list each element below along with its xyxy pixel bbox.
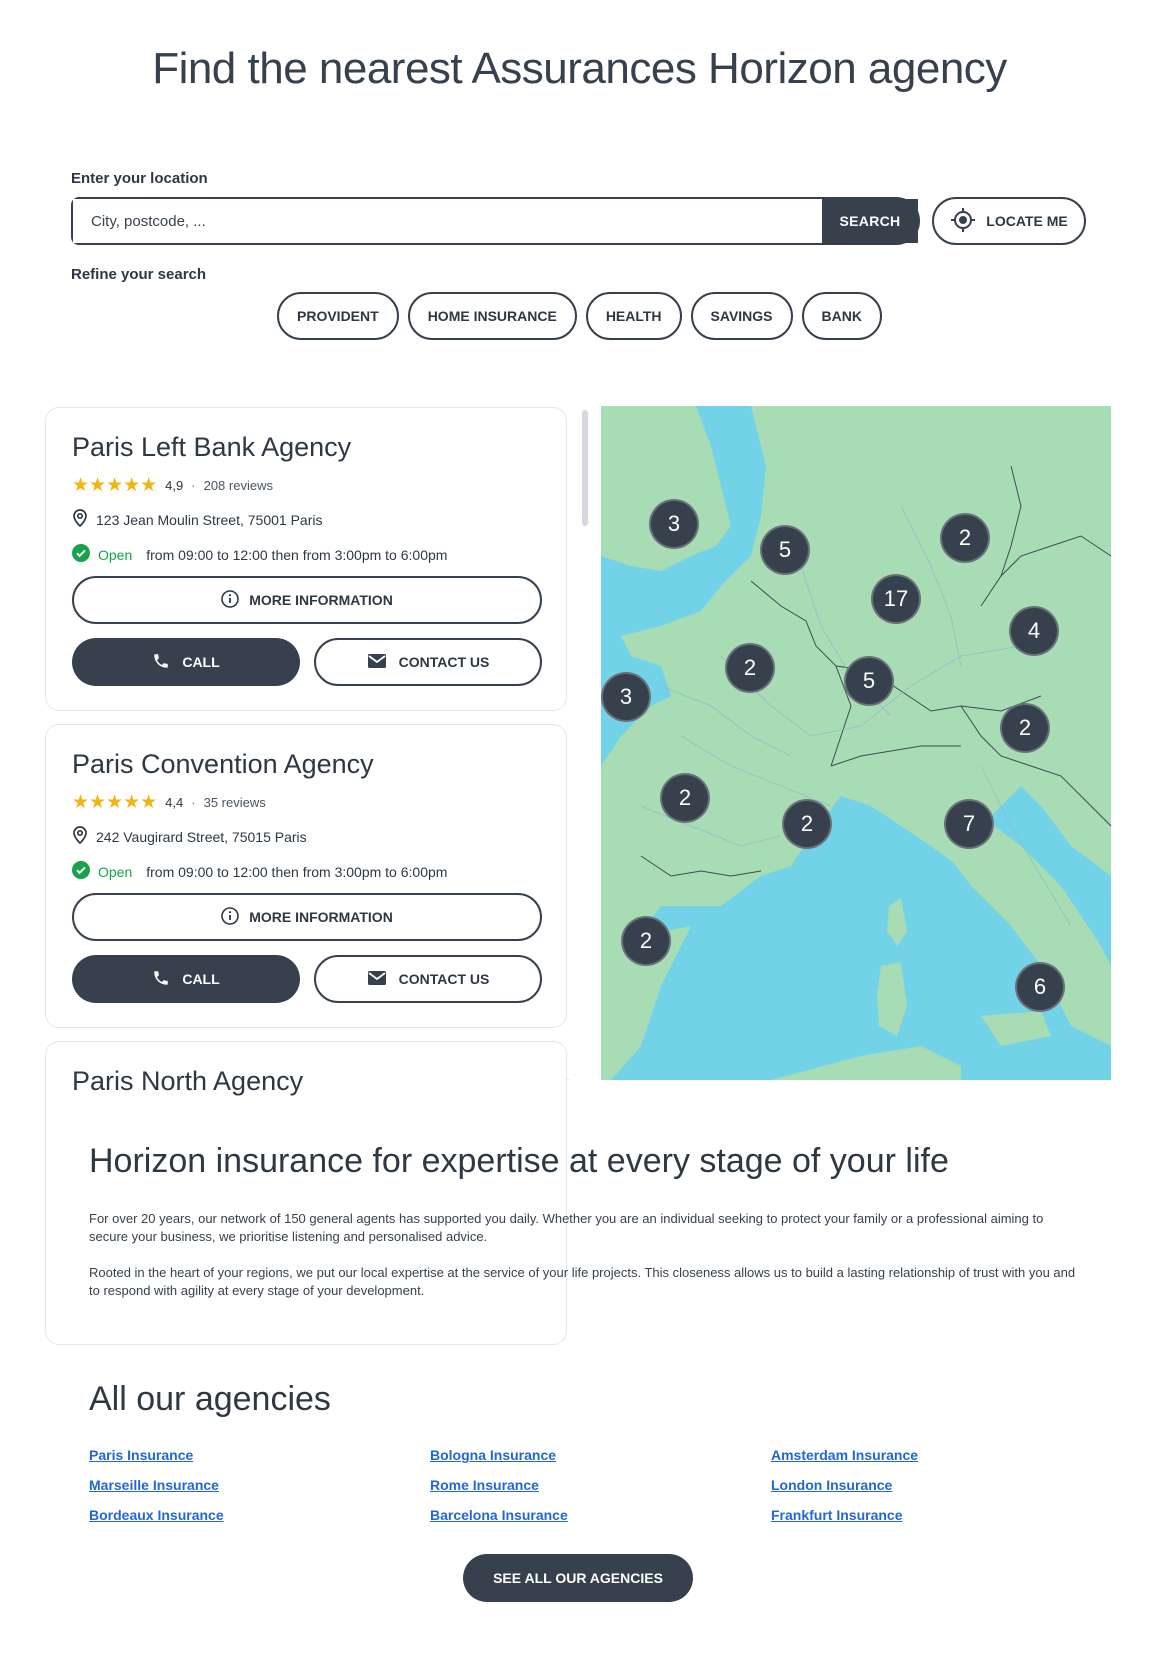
check-circle-icon (72, 544, 90, 565)
about-paragraph: For over 20 years, our network of 150 general agents has supported you daily. Whether you are an individual seeking to protect your family or a professional aiming to secure your business, we prioritise listening and personalised advice. (89, 1211, 1044, 1244)
agency-link[interactable]: Paris Insurance (89, 1447, 194, 1463)
location-pin-icon (72, 509, 88, 530)
more-information-label: MORE INFORMATION (249, 909, 393, 925)
more-information-label: MORE INFORMATION (249, 592, 393, 608)
map-cluster-marker[interactable]: 2 (660, 773, 710, 823)
locate-me-label: LOCATE ME (986, 213, 1068, 229)
address-row (72, 509, 322, 530)
all-agencies-title: All our agencies (89, 1380, 331, 1418)
agency-link[interactable]: Bordeaux Insurance (89, 1507, 224, 1523)
agency-address: 242 Vaugirard Street, 75015 Paris (96, 828, 307, 845)
agency-link[interactable]: Bologna Insurance (430, 1447, 557, 1463)
list-scrollbar[interactable] (582, 410, 588, 526)
phone-icon (152, 969, 170, 990)
page-title: Find the nearest Assurances Horizon agency (152, 44, 1007, 93)
more-information-button[interactable] (72, 576, 542, 624)
see-all-agencies-button[interactable]: SEE ALL OUR AGENCIES (463, 1554, 693, 1602)
rating-row (72, 793, 266, 812)
chip-home-insurance[interactable]: HOME INSURANCE (408, 292, 577, 340)
locate-me-button[interactable] (932, 197, 1086, 245)
chip-provident[interactable]: PROVIDENT (277, 292, 399, 340)
agency-link[interactable]: Marseille Insurance (89, 1477, 219, 1493)
contact-us-button[interactable] (314, 638, 542, 686)
agency-link[interactable]: Barcelona Insurance (430, 1507, 568, 1523)
map-cluster-marker[interactable]: 2 (725, 643, 775, 693)
hours-row (72, 544, 447, 565)
call-button[interactable] (72, 955, 300, 1003)
rating-row (72, 476, 273, 495)
location-pin-icon (72, 826, 88, 847)
agency-map[interactable] (601, 406, 1111, 1080)
opening-hours: from 09:00 to 12:00 then from 3:00pm to 6:00pm (146, 546, 448, 563)
agency-link[interactable]: Rome Insurance (430, 1477, 539, 1493)
address-row (72, 826, 307, 847)
call-label: CALL (182, 654, 220, 670)
envelope-icon (367, 653, 387, 672)
phone-icon (152, 652, 170, 673)
map-cluster-marker[interactable]: 2 (782, 799, 832, 849)
about-paragraph: Rooted in the heart of your regions, we put our local expertise at the service of your life projects. This closeness allows us to build a lasting relationship of trust with you and to respond with agility at every stage of your development. (89, 1265, 1076, 1298)
agency-card (45, 407, 567, 711)
map-cluster-marker[interactable]: 6 (1015, 962, 1065, 1012)
search-bar (71, 197, 920, 245)
contact-us-button[interactable] (314, 955, 542, 1003)
map-cluster-marker[interactable]: 2 (1000, 703, 1050, 753)
opening-hours: from 09:00 to 12:00 then from 3:00pm to 6:00pm (146, 863, 448, 880)
agency-link[interactable]: Amsterdam Insurance (771, 1447, 919, 1463)
agency-links (89, 1447, 1089, 1523)
map-cluster-marker[interactable]: 7 (944, 799, 994, 849)
agency-list[interactable] (44, 406, 569, 1096)
refine-label: Refine your search (71, 266, 207, 283)
agency-link[interactable]: London Insurance (771, 1477, 893, 1493)
search-button[interactable]: SEARCH (822, 199, 918, 243)
agency-card (45, 724, 567, 1028)
chip-bank[interactable]: BANK (802, 292, 882, 340)
star-rating-icon: ★★★★★ (72, 475, 158, 496)
open-status: Open (98, 546, 133, 563)
location-label: Enter your location (71, 170, 208, 187)
map-cluster-marker[interactable]: 5 (844, 656, 894, 706)
info-icon (221, 907, 239, 928)
star-rating-icon: ★★★★★ (72, 792, 158, 813)
call-label: CALL (182, 971, 220, 987)
chip-health[interactable]: HEALTH (586, 292, 682, 340)
filter-chips (0, 292, 1159, 340)
separator-dot: · (191, 478, 196, 493)
open-status: Open (98, 863, 133, 880)
agency-link[interactable]: Frankfurt Insurance (771, 1507, 903, 1523)
map-cluster-marker[interactable]: 3 (601, 672, 651, 722)
info-icon (221, 590, 239, 611)
chip-savings[interactable]: SAVINGS (691, 292, 793, 340)
call-button[interactable] (72, 638, 300, 686)
hours-row (72, 861, 447, 882)
crosshair-icon (950, 207, 976, 236)
agency-name[interactable]: Paris Convention Agency (72, 749, 374, 779)
agency-name[interactable]: Paris North Agency (72, 1066, 304, 1096)
separator-dot: · (191, 795, 196, 810)
rating-value: 4,9 (165, 478, 184, 493)
about-title: Horizon insurance for expertise at every stage of your life (89, 1142, 949, 1180)
reviews-count[interactable]: 35 reviews (203, 795, 266, 810)
contact-us-label: CONTACT US (398, 654, 490, 670)
map-cluster-marker[interactable]: 2 (940, 513, 990, 563)
map-cluster-marker[interactable]: 2 (621, 916, 671, 966)
map-cluster-marker[interactable]: 17 (871, 574, 921, 624)
agency-address: 123 Jean Moulin Street, 75001 Paris (96, 511, 323, 528)
more-information-button[interactable] (72, 893, 542, 941)
agency-name[interactable]: Paris Left Bank Agency (72, 432, 352, 462)
map-cluster-marker[interactable]: 4 (1009, 606, 1059, 656)
reviews-count[interactable]: 208 reviews (203, 478, 273, 493)
rating-value: 4,4 (165, 795, 184, 810)
location-input[interactable] (73, 199, 822, 243)
contact-us-label: CONTACT US (398, 971, 490, 987)
map-cluster-marker[interactable]: 5 (760, 525, 810, 575)
check-circle-icon (72, 861, 90, 882)
envelope-icon (367, 970, 387, 989)
map-cluster-marker[interactable]: 3 (649, 499, 699, 549)
